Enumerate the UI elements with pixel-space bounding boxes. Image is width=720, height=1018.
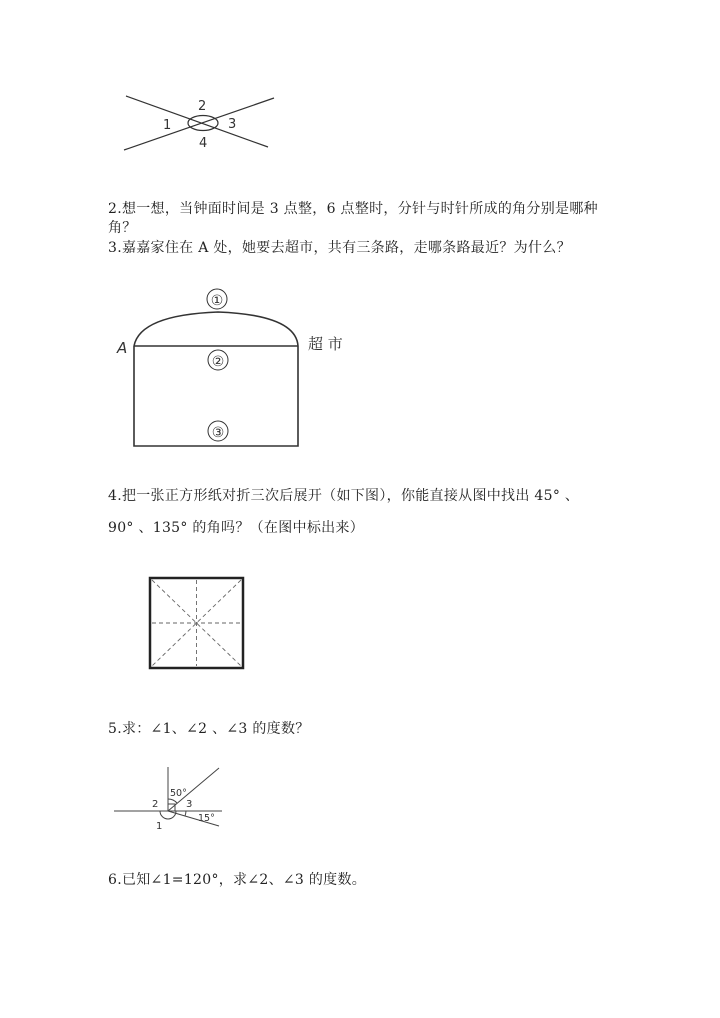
question-2-line2: 角？ (108, 220, 137, 236)
question-4-line2: 90° 、135° 的角吗？（在图中标出来） (108, 520, 365, 536)
angle-label-3: 3 (228, 117, 237, 132)
question-3: 3.嘉嘉家住在 A 处，她要去超市，共有三条路，走哪条路最近？为什么？ (108, 240, 571, 256)
angle-label-1: 1 (156, 821, 163, 832)
angle-15-label: 15° (198, 813, 215, 824)
angle-label-2: 2 (152, 799, 159, 810)
question-5: 5.求：∠1、∠2 、∠3 的度数？ (108, 721, 310, 737)
supermarket-label: 超 市 (308, 335, 343, 353)
point-a-label: A (117, 339, 128, 357)
angle-label-1: 1 (163, 118, 172, 133)
question-2-line1: 2.想一想，当钟面时间是 3 点整，6 点整时，分针与时针所成的角分别是哪种 (108, 201, 598, 217)
angle-50-label: 50° (170, 788, 187, 799)
angle-label-4: 4 (199, 136, 208, 151)
route-3-label: ③ (211, 425, 225, 441)
question-6: 6.已知∠1=120°，求∠2、∠3 的度数。 (108, 872, 367, 888)
route-1-label: ① (210, 293, 224, 309)
route-2-label: ② (211, 354, 225, 370)
angle-label-2: 2 (198, 99, 207, 114)
question-4-line1: 4.把一张正方形纸对折三次后展开（如下图），你能直接从图中找出 45° 、 (108, 488, 580, 504)
angle-label-3: 3 (186, 799, 193, 810)
